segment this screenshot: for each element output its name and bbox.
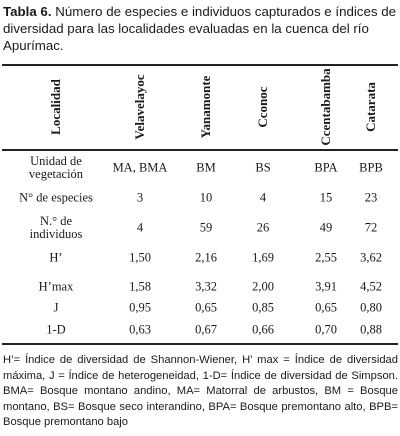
table-cell: 3,62 — [360, 250, 382, 265]
top-rule — [2, 64, 398, 66]
table-cell: 10 — [199, 190, 213, 205]
row-label: Unidad de vegetación — [28, 154, 84, 181]
column-header-yanamonte: Yanamonte — [198, 75, 213, 139]
table-cell: BPB — [359, 160, 383, 175]
table-cell: 0,65 — [195, 300, 217, 315]
table-cell: 0,63 — [129, 322, 151, 337]
table-cell: 49 — [319, 220, 333, 235]
table-cell: 2,00 — [252, 279, 274, 294]
row-label: H’max — [38, 279, 74, 294]
table-cell: 0,65 — [315, 300, 337, 315]
table-cell: BPA — [314, 160, 338, 175]
column-header-catarata: Catarata — [363, 82, 378, 132]
header-localidad: Localidad — [48, 79, 63, 135]
row-label: N.° de individuos — [29, 214, 83, 241]
caption-label: Tabla 6. — [3, 4, 52, 19]
column-header-cconoc: Cconoc — [255, 86, 270, 128]
table-cell: 0,80 — [360, 300, 382, 315]
header-rule — [2, 149, 398, 151]
table-cell: 4,52 — [360, 279, 382, 294]
table-cell: 2,16 — [195, 250, 217, 265]
row-label: J — [53, 300, 59, 315]
caption-text: Número de especies e individuos capturados e índices de diversidad para las localidades evaluadas en la cuenca del río Apurímac. — [3, 4, 396, 53]
table-cell: 1,58 — [129, 279, 151, 294]
table-cell: 0,70 — [315, 322, 337, 337]
table-cell: 3,91 — [315, 279, 337, 294]
table-cell: 0,85 — [252, 300, 274, 315]
table-cell: 72 — [364, 220, 378, 235]
table-cell: 0,88 — [360, 322, 382, 337]
table-cell: MA, BMA — [112, 160, 168, 175]
table-cell: 59 — [199, 220, 213, 235]
column-header-velavelayoc: Velavelayoc — [132, 74, 147, 140]
table-cell: 1,69 — [252, 250, 274, 265]
table-cell: 23 — [364, 190, 378, 205]
table-cell: 4 — [259, 190, 267, 205]
table-caption — [3, 3, 397, 54]
table-cell: 15 — [319, 190, 333, 205]
row-label: 1-D — [46, 322, 66, 337]
table-cell: 2,55 — [315, 250, 337, 265]
column-header-ccentabamba: Ccentabamba — [318, 68, 333, 146]
row-label: H’ — [49, 250, 63, 265]
table-cell: 3 — [136, 190, 144, 205]
table-cell: 0,66 — [252, 322, 274, 337]
row-label: N° de especies — [19, 190, 93, 205]
table-cell: 0,95 — [129, 300, 151, 315]
table-cell: 26 — [256, 220, 270, 235]
table-footnote: H’= Índice de diversidad de Shannon-Wiener, H’ max = Índice de diversidad máxima, J = Índice de heterogeneidad, 1-D= Índice de diversidad de Simpson. BMA= Bosque montano andino, MA= Matorral de arbustos, BM = Bosque montano, BS= Bosque seco interandino, BPA= Bosque premontano alto, BPB= Bosque premontano bajo — [3, 354, 398, 428]
bottom-rule — [2, 343, 398, 345]
table-cell: 4 — [136, 220, 144, 235]
table-cell: 0,67 — [195, 322, 217, 337]
table-cell: BM — [196, 160, 216, 175]
table-cell: BS — [255, 160, 271, 175]
table-cell: 1,50 — [129, 250, 151, 265]
table-cell: 3,32 — [195, 279, 217, 294]
